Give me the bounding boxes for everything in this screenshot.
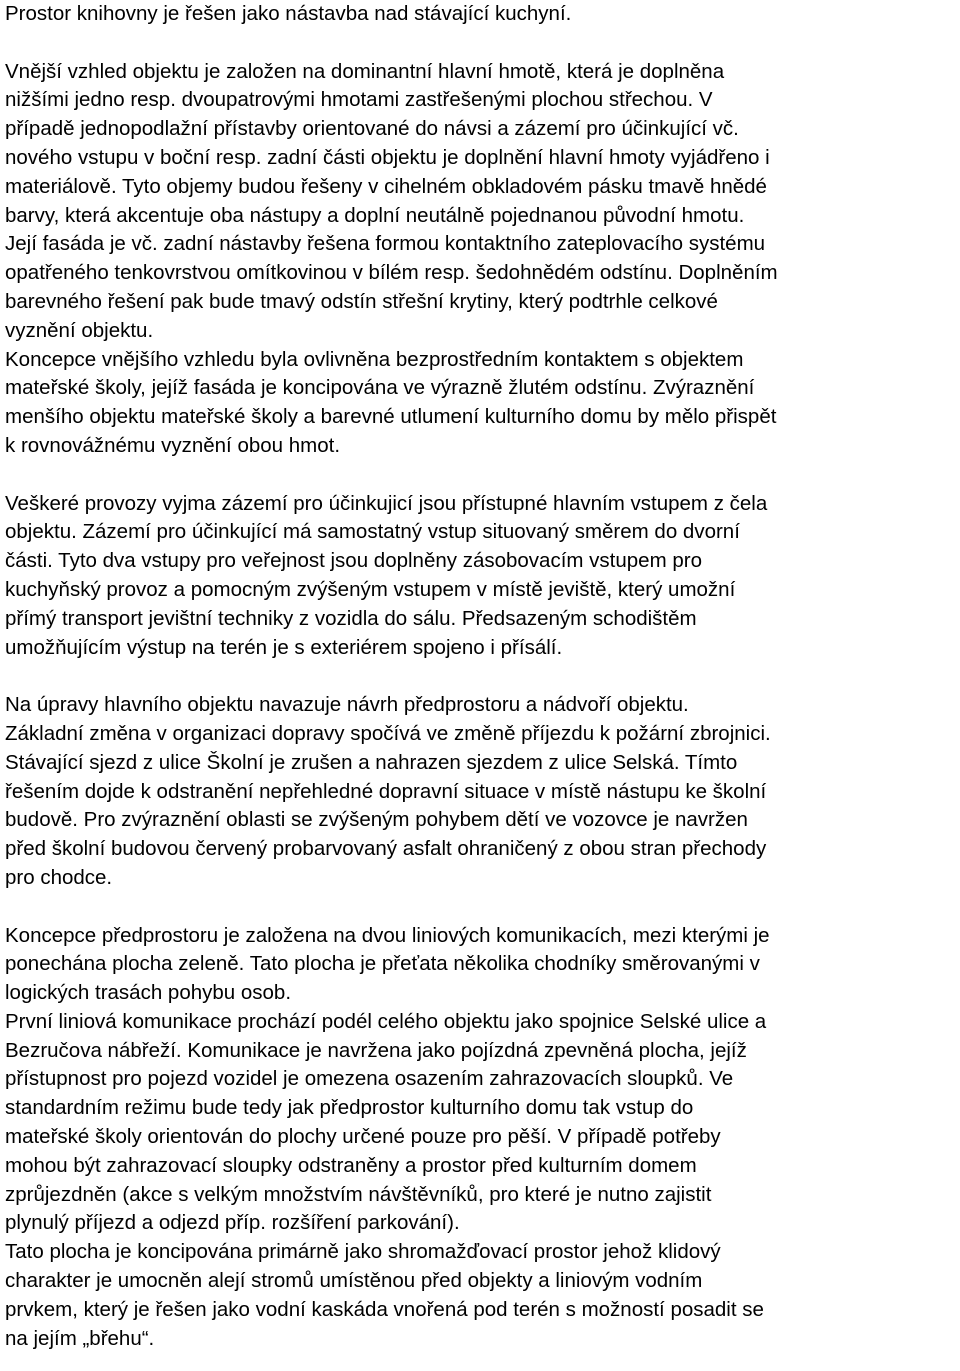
text-line: kuchyňský provoz a pomocným zvýšeným vstupem v místě jeviště, který umožní <box>5 577 736 601</box>
text-line: menšího objektu mateřské školy a barevné utlumení kulturního domu by mělo přispět <box>5 405 777 429</box>
text-line: Stávající sjezd z ulice Školní je zrušen a nahrazen sjezdem z ulice Selská. Tímto <box>5 750 738 774</box>
paragraph-spacer <box>5 893 957 922</box>
text-line: logických trasách pohybu osob. <box>5 981 292 1005</box>
text-line: Na úpravy hlavního objektu navazuje návrh předprostoru a nádvoří objektu. <box>5 693 689 717</box>
text-line: barevného řešení pak bude tmavý odstín střešní krytiny, který podtrhle celkové <box>5 289 718 313</box>
text-line: řešením dojde k odstranění nepřehledné dopravní situace v místě nástupu ke školní <box>5 779 767 803</box>
text-line: Její fasáda je vč. zadní nástavby řešena formou kontaktního zateplovacího systému <box>5 232 766 256</box>
text-line: vyznění objektu. <box>5 318 154 342</box>
text-line: přístupnost pro pojezd vozidel je omezena osazením zahrazovacích sloupků. Ve <box>5 1067 734 1091</box>
text-line: zprůjezdněn (akce s velkým množstvím návštěvníků, pro které je nutno zajistit <box>5 1182 712 1206</box>
text-line: případě jednopodlažní přístavby orientované do návsi a zázemí pro účinkující vč. <box>5 117 739 141</box>
paragraph-exterior <box>5 58 957 461</box>
text-line: mateřské školy, jejíž fasáda je koncipována ve výrazně žlutém odstínu. Zvýraznění <box>5 376 755 400</box>
text-line: pro chodce. <box>5 865 113 889</box>
text-line: Bezručova nábřeží. Komunikace je navržena jako pojízdná zpevněná plocha, jejíž <box>5 1038 747 1062</box>
text-line: Tato plocha je koncipována primárně jako shromažďovací prostor jehož klidový <box>5 1240 721 1264</box>
text-line: objektu. Zázemí pro účinkující má samostatný vstup situovaný směrem do dvorní <box>5 520 740 544</box>
text-line: přímý transport jevištní techniky z vozidla do sálu. Předsazeným schodištěm <box>5 606 697 630</box>
paragraph-library <box>5 0 957 29</box>
text-line: opatřeného tenkovrstvou omítkovinou v bílém resp. šedohnědém odstínu. Doplněním <box>5 261 778 285</box>
text-line: k rovnovážnému vyznění obou hmot. <box>5 433 341 457</box>
text-line: Základní změna v organizaci dopravy spočívá ve změně příjezdu k požární zbrojnici. <box>5 721 771 745</box>
text-line: před školní budovou červený probarvovaný asfalt ohraničený z obou stran přechody <box>5 837 767 861</box>
text-line: Veškeré provozy vyjma zázemí pro účinkujicí jsou přístupné hlavním vstupem z čela <box>5 491 768 515</box>
text-line: Prostor knihovny je řešen jako nástavba nad stávající kuchyní. <box>5 2 572 25</box>
text-line: prvkem, který je řešen jako vodní kaskáda vnořená pod terén s možností posadit se <box>5 1297 764 1321</box>
paragraph-spacer <box>5 461 957 490</box>
text-line: standardním režimu bude tedy jak předprostor kulturního domu tak vstup do <box>5 1096 694 1120</box>
document-page <box>5 0 957 1353</box>
text-line: První liniová komunikace prochází podél celého objektu jako spojnice Selské ulice a <box>5 1009 767 1033</box>
text-line: Vnější vzhled objektu je založen na dominantní hlavní hmotě, která je doplněna <box>5 59 725 83</box>
paragraph-forecourt <box>5 922 957 1354</box>
text-line: mateřské školy orientován do plochy určené pouze pro pěší. V případě potřeby <box>5 1125 721 1149</box>
text-line: plynulý příjezd a odjezd příp. rozšíření parkování). <box>5 1211 460 1235</box>
paragraph-spacer <box>5 29 957 58</box>
text-line: na jejím „břehu“. <box>5 1326 155 1350</box>
text-line: Koncepce vnějšího vzhledu byla ovlivněna bezprostředním kontaktem s objektem <box>5 347 744 371</box>
text-line: ponechána plocha zeleně. Tato plocha je přeťata několika chodníky směrovanými v <box>5 952 760 976</box>
text-line: umožňujícím výstup na terén je s exteriérem spojeno i přísálí. <box>5 635 563 659</box>
text-line: nového vstupu v boční resp. zadní části objektu je doplnění hlavní hmoty vyjádřeno i <box>5 145 770 169</box>
text-line: charakter je umocněn alejí stromů umístěnou před objekty a liniovým vodním <box>5 1269 703 1293</box>
text-line: mohou být zahrazovací sloupky odstraněny a prostor před kulturním domem <box>5 1153 697 1177</box>
text-line: budově. Pro zvýraznění oblasti se zvýšeným pohybem dětí ve vozovce je navržen <box>5 808 748 832</box>
text-line: části. Tyto dva vstupy pro veřejnost jsou doplněny zásobovacím vstupem pro <box>5 549 702 573</box>
paragraph-traffic <box>5 691 957 893</box>
text-line: materiálově. Tyto objemy budou řešeny v cihelném obkladovém pásku tmavě hnědé <box>5 174 767 198</box>
paragraph-spacer <box>5 662 957 691</box>
text-line: nižšími jedno resp. dvoupatrovými hmotami zastřešenými plochou střechou. V <box>5 88 713 112</box>
text-line: Koncepce předprostoru je založena na dvou liniových komunikacích, mezi kterými je <box>5 923 770 947</box>
paragraph-operations <box>5 490 957 663</box>
text-line: barvy, která akcentuje oba nástupy a doplní neutálně pojednanou původní hmotu. <box>5 203 745 227</box>
